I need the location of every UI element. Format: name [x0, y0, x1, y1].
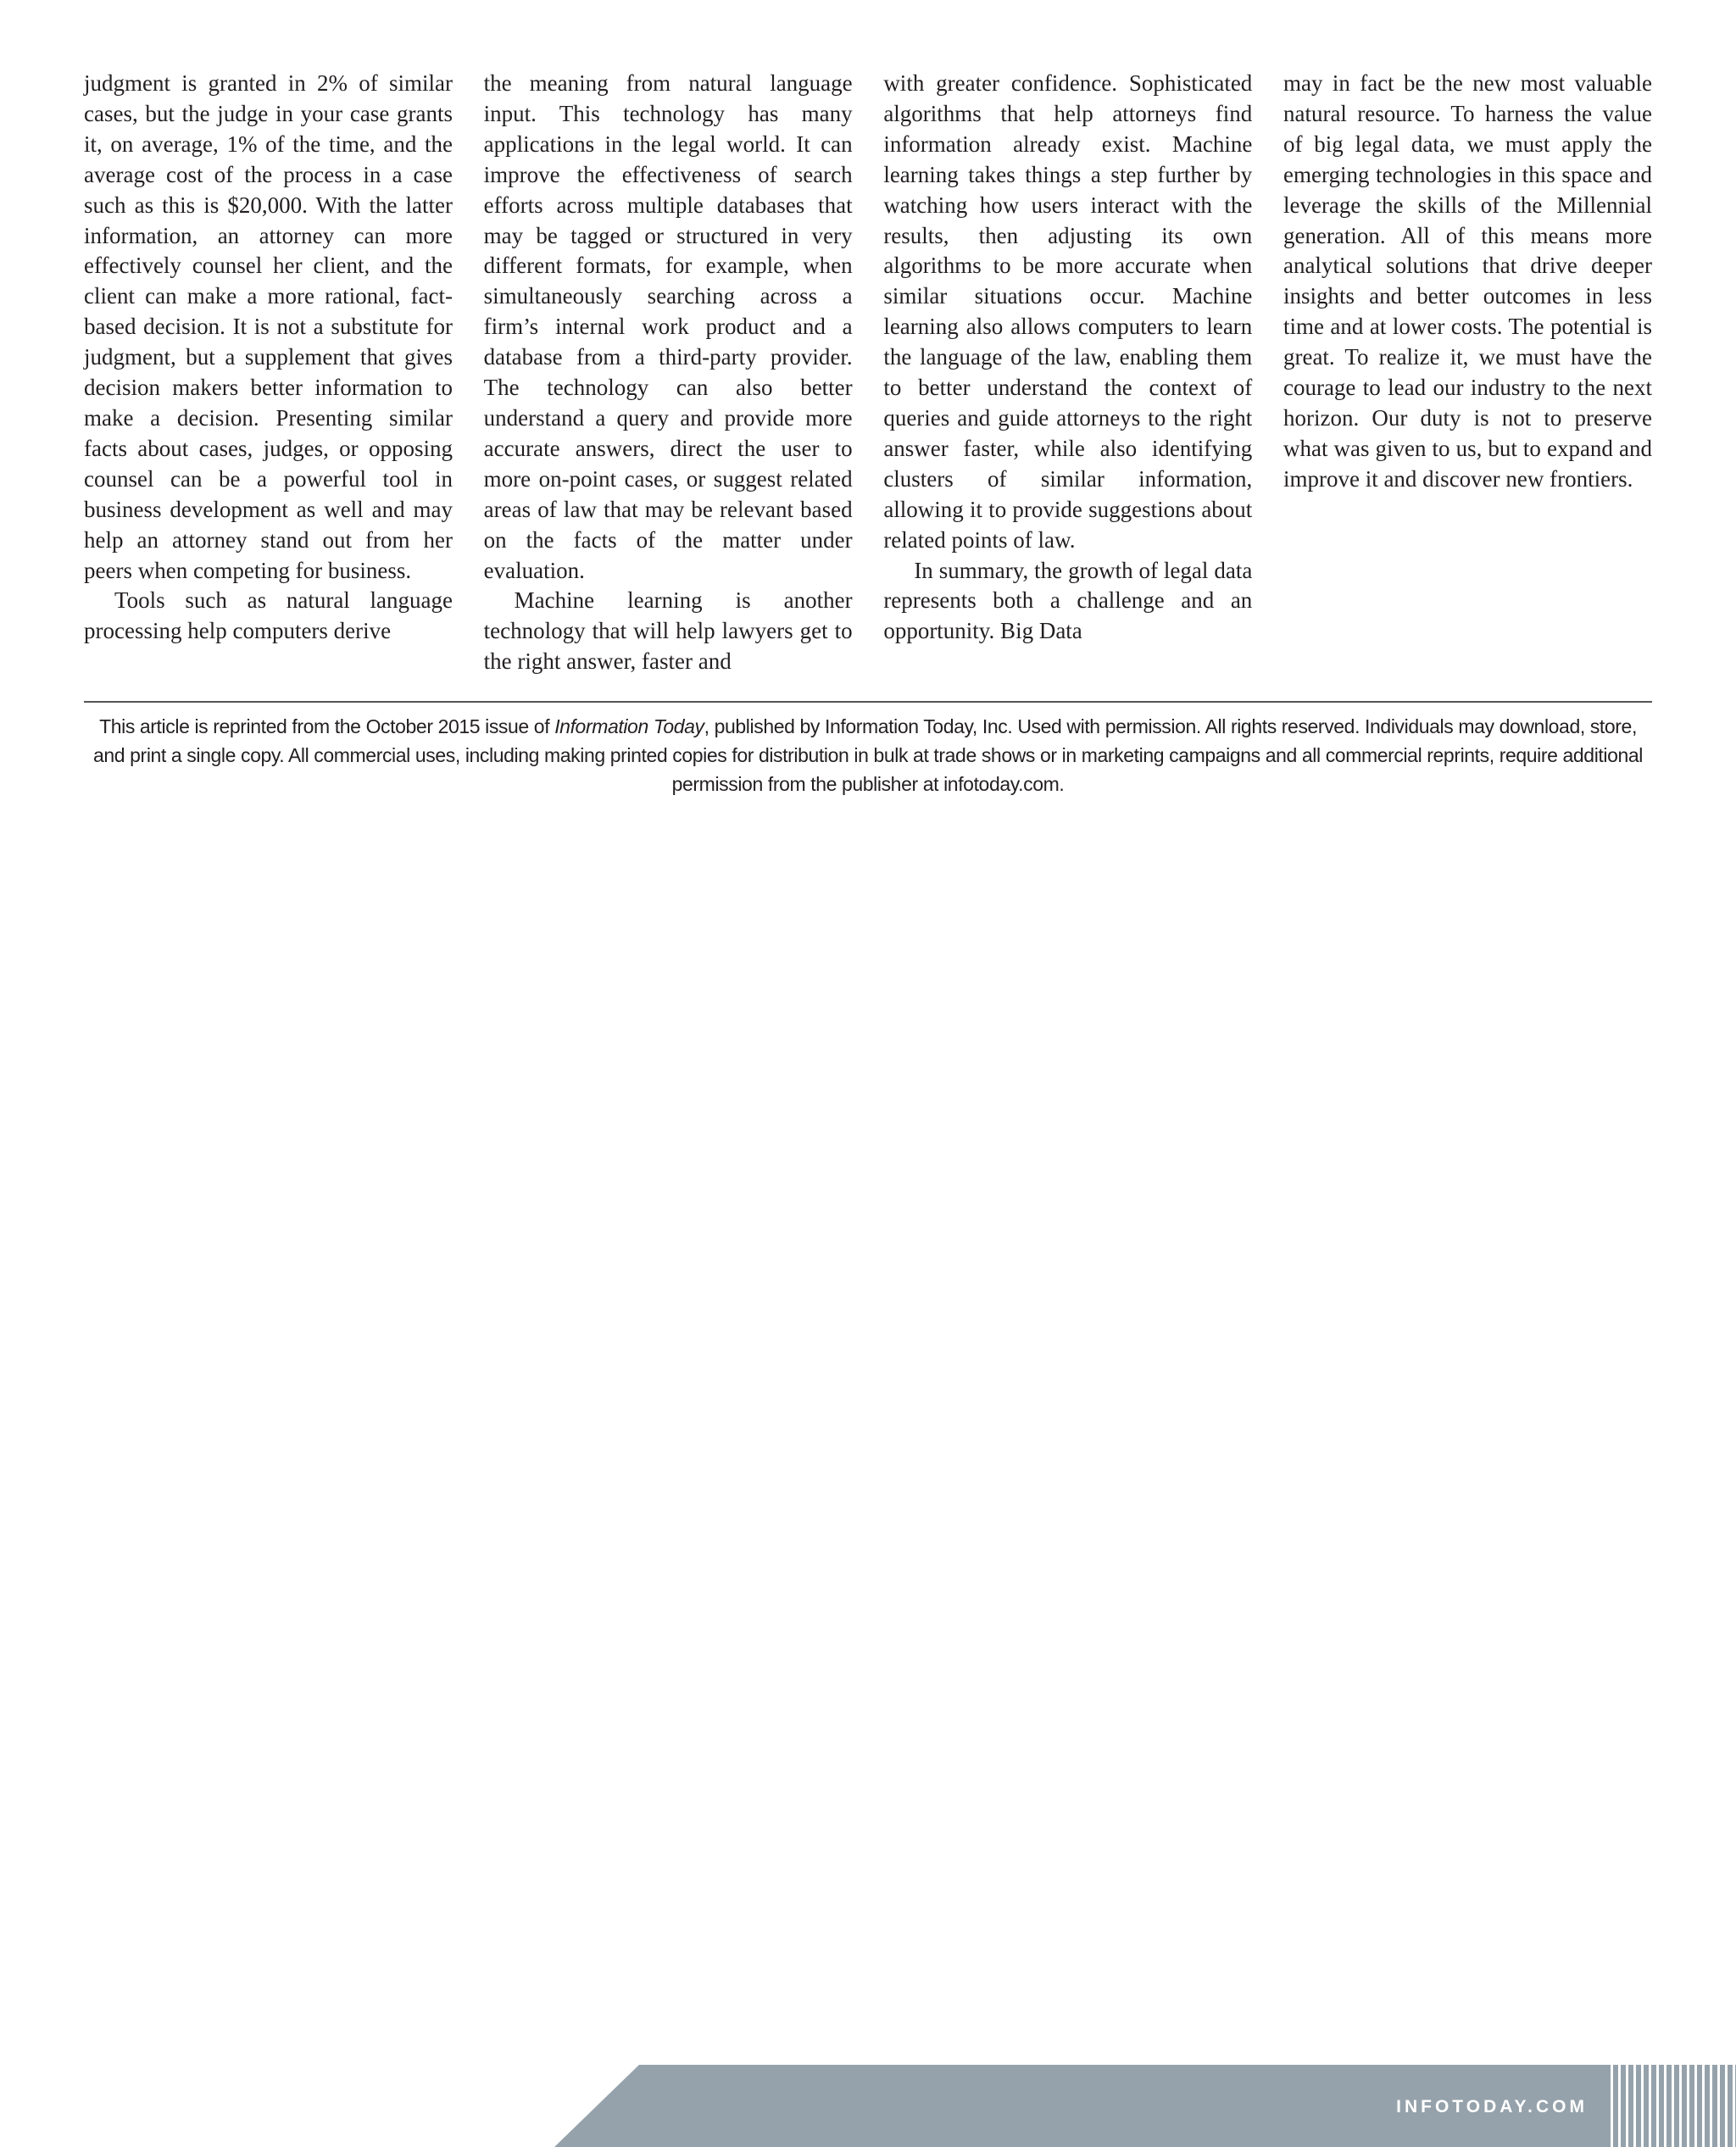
- footer-stripe: [1702, 2065, 1705, 2147]
- footer-stripe: [1633, 2065, 1636, 2147]
- article-columns: [84, 69, 1652, 677]
- footer-stripe: [1733, 2065, 1735, 2147]
- publication-name: Information Today: [554, 715, 704, 737]
- footer-stripe: [1618, 2065, 1621, 2147]
- divider-rule: [84, 701, 1652, 703]
- footer-stripe: [1717, 2065, 1720, 2147]
- footer-stripe: [1679, 2065, 1682, 2147]
- reprint-notice-intro: This article is reprinted from the October 2015 issue of: [99, 715, 555, 737]
- footer-stripe: [1626, 2065, 1628, 2147]
- article-column-1: [84, 69, 453, 677]
- footer-stripe: [1664, 2065, 1666, 2147]
- footer-stripe: [1672, 2065, 1674, 2147]
- footer-stripe: [1710, 2065, 1712, 2147]
- article-column-4: [1283, 69, 1652, 677]
- article-column-3: [883, 69, 1252, 677]
- article-paragraph: with greater confidence. Sophisticated algorithms that help attorneys find information already exist. Machine learning takes things a step further by watching how users interact with the results, then adjusting its own algorithms to be more accurate when similar situations occur. Machine learning also allows computers to learn the language of the law, enabling them to better understand the context of queries and guide attorneys to the right answer faster, while also identifying clusters of similar information, allowing it to provide suggestions about related points of law.: [883, 70, 1253, 553]
- footer-stripe: [1641, 2065, 1644, 2147]
- footer-stripe: [1725, 2065, 1728, 2147]
- article-paragraph: Machine learning is another technology that will help lawyers get to the right answer, faster and: [483, 587, 853, 675]
- reprint-notice-terms: , published by Information Today, Inc. Used with permission. All rights reserved. Individuals may download, store, and print a single copy. All commercial uses, including making printed copies for distribution in bulk at trade shows or in marketing campaigns and all commercial reprints, require additional permission from the publisher at infotoday.com.: [93, 715, 1643, 795]
- article-paragraph: judgment is granted in 2% of similar cases, but the judge in your case grants it, on average, 1% of the time, and the average cost of the process in a case such as this is $20,000. With the latter information, an attorney can more effectively counsel her client, and the client can make a more rational, fact-based decision. It is not a substitute for judgment, but a supplement that gives decision makers better information to make a decision. Presenting similar facts about cases, judges, or opposing counsel can be a powerful tool in business development as well and may help an attorney stand out from her peers when competing for business.: [84, 70, 453, 583]
- footer-stripe: [1687, 2065, 1689, 2147]
- footer-stripe: [1649, 2065, 1651, 2147]
- article-paragraph: In summary, the growth of legal data represents both a challenge and an opportunity. Big Data: [883, 557, 1253, 644]
- article-column-2: [484, 69, 853, 677]
- article-paragraph: the meaning from natural language input. This technology has many applications in the legal world. It can improve the effectiveness of search efforts across multiple databases that may be tagged or structured in very different formats, for example, when simultaneously searching across a firm’s internal work product and a database from a third-party provider. The technology can also better understand a query and provide more accurate answers, direct the user to more on-point cases, or suggest related areas of law that may be relevant based on the facts of the matter under evaluation.: [483, 70, 853, 583]
- footer-stripe: [1656, 2065, 1659, 2147]
- article-paragraph: Tools such as natural language processing help computers derive: [84, 587, 453, 644]
- footer-stripe: [1611, 2065, 1613, 2147]
- article-paragraph: may in fact be the new most valuable natural resource. To harness the value of big legal data, we must apply the emerging technologies in this space and leverage the skills of the Millennial generation. All of this means more analytical solutions that drive deeper insights and better outcomes in less time and at lower costs. The potential is great. To realize it, we must have the courage to lead our industry to the next horizon. Our duty is not to preserve what was given to us, but to expand and improve it and discover new frontiers.: [1283, 70, 1652, 492]
- footer-stripe: [1694, 2065, 1697, 2147]
- footer-url[interactable]: INFOTODAY.COM: [1396, 2097, 1588, 2116]
- reprint-notice: [84, 712, 1652, 798]
